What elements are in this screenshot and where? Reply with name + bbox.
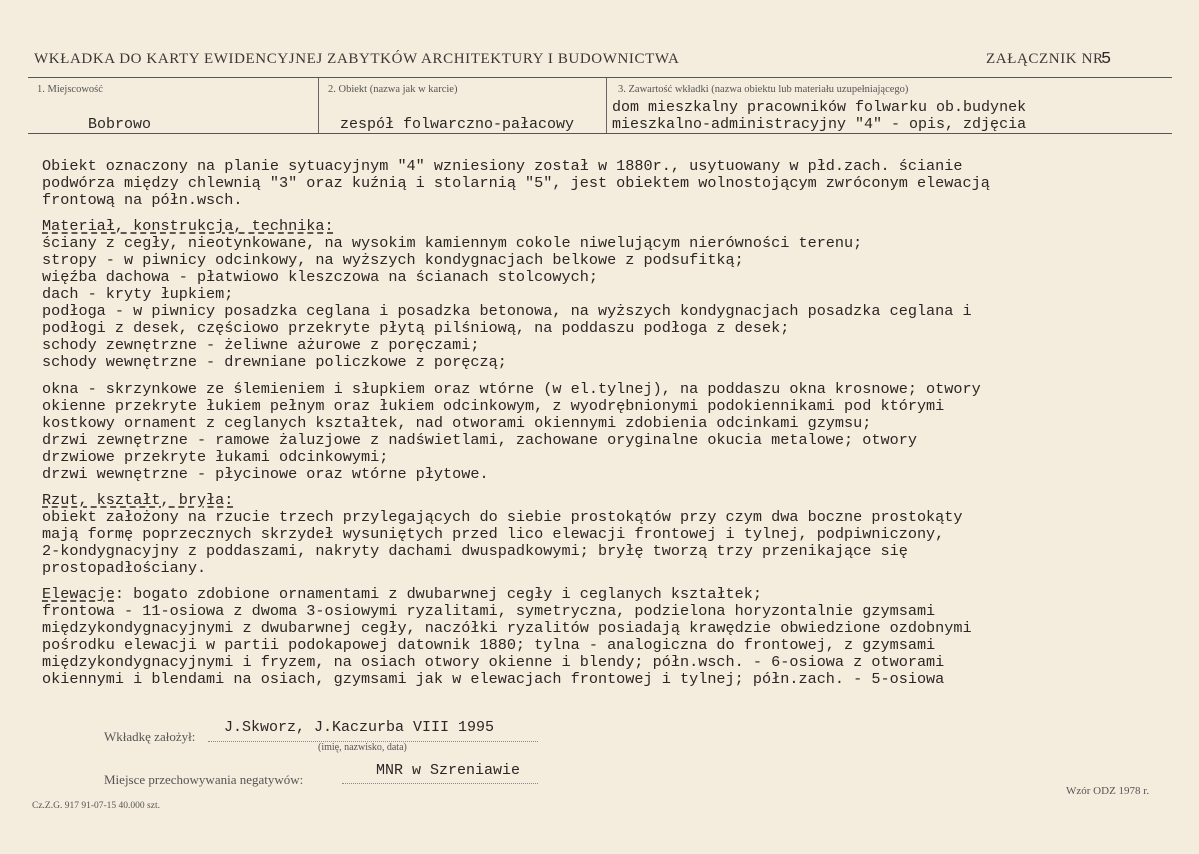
founder-label: Wkładkę założył: [104, 729, 196, 744]
intro-line: frontową na półn.wsch. [42, 191, 243, 209]
openings-line: drzwiowe przekryte łukami odcinkowymi; [42, 448, 389, 466]
material-line: podłogi z desek, częściowo przekryte płytą pilśniową, na poddaszu podłoga z desek; [42, 319, 790, 337]
storage-value: MNR w Szreniawie [376, 762, 521, 779]
intro-line: podwórza między chlewnią "3" oraz kuźnią i stolarnią "5", jest obiektem wolnostojącym zwróconym elewacją [42, 174, 990, 192]
storage-dotline [342, 783, 538, 784]
plan-line: obiekt założony na rzucie trzech przylegających do siebie prostokątów przy czym dwa boczne prostokąty [42, 508, 963, 526]
locality-value: Bobrowo [88, 116, 152, 133]
attachment-number: 5 [1101, 50, 1112, 69]
header-rule-bottom [28, 133, 1172, 134]
openings-line: kostkowy ornament z ceglanych kształtek, nad otworami okiennymi zdobienia odcinkami gzymsu; [42, 414, 872, 432]
elevations-intro: : bogato zdobione ornamentami z dwubarwnej cegły i ceglanych kształtek; [114, 585, 763, 603]
elevations-line: międzykondygnacyjnymi i fryzem, na osiach otwory okienne i blendy; półn.wsch. - 6-osiowa z otworami [42, 653, 945, 671]
divider-2 [606, 78, 607, 133]
plan-line: mają formę poprzecznych skrzydeł wysuniętych przed lico elewacji frontowej i tylnej, podpiwniczony, [42, 525, 945, 543]
print-info: Cz.Z.G. 917 91-07-15 40.000 szt. [32, 801, 160, 811]
founder-value: J.Skworz, J.Kaczurba VIII 1995 [224, 719, 495, 736]
contents-line-2: mieszkalno-administracyjny "4" - opis, zdjęcia [612, 116, 1027, 133]
divider-1 [318, 78, 319, 133]
form-info: Wzór ODZ 1978 r. [1066, 785, 1150, 797]
openings-line: okienne przekryte łukiem pełnym oraz łukiem odcinkowym, z wyodrębnionymi podokiennikami pod którymi [42, 397, 945, 415]
contents-label: 3. Zawartość wkładki (nazwa obiektu lub materiału uzupełniającego) [618, 84, 909, 95]
locality-label: 1. Miejscowość [37, 84, 103, 95]
plan-line: 2-kondygnacyjny z poddaszami, nakryty dachami dwuspadkowymi; bryłę tworzą trzy przenikające się [42, 542, 908, 560]
object-label: 2. Obiekt (nazwa jak w karcie) [328, 84, 458, 95]
material-line: schody wewnętrzne - drewniane policzkowe z poręczą; [42, 353, 507, 371]
openings-line: okna - skrzynkowe ze ślemieniem i słupkiem oraz wtórne (w el.tylnej), na poddaszu okna krosnowe; otwory [42, 380, 981, 398]
material-line: ściany z cegły, nieotynkowane, na wysokim kamiennym cokole niwelującym nierówności terenu; [42, 234, 863, 252]
material-heading: Materiał, konstrukcja, technika: [42, 217, 334, 235]
openings-line: drzwi zewnętrzne - ramowe żaluzjowe z nadświetlami, zachowane oryginalne okucia metalowe; otwory [42, 431, 917, 449]
material-line: schody zewnętrzne - żeliwne ażurowe z poręczami; [42, 336, 480, 354]
form-title: WKŁADKA DO KARTY EWIDENCYJNEJ ZABYTKÓW ARCHITEKTURY I BUDOWNICTWA [34, 51, 680, 67]
elevations-line: międzykondygnacyjnymi z dwubarwnej cegły, naczółki ryzalitów posiadają krawędzie obwiedzione ozdobnymi [42, 619, 972, 637]
founder-hint: (imię, nazwisko, data) [318, 742, 407, 753]
material-line: dach - kryty łupkiem; [42, 285, 234, 303]
elevations-line: frontowa - 11-osiowa z dwoma 3-osiowymi ryzalitami, symetryczna, podzielona horyzontalnie gzymsami [42, 602, 936, 620]
openings-line: drzwi wewnętrzne - płycinowe oraz wtórne płytowe. [42, 465, 489, 483]
plan-line: prostopadłościany. [42, 559, 207, 577]
contents-line-1: dom mieszkalny pracowników folwarku ob.budynek [612, 99, 1027, 116]
intro-line: Obiekt oznaczony na planie sytuacyjnym "4" wzniesiony został w 1880r., usytuowany w płd.zach. ścianie [42, 157, 963, 175]
material-line: podłoga - w piwnicy posadzka ceglana i posadzka betonowa, na wyższych kondygnacjach posadzka ceglana i [42, 302, 972, 320]
material-line: więźba dachowa - płatwiowo kleszczowa na ścianach stolcowych; [42, 268, 598, 286]
elevations-heading: Elewacje [42, 585, 115, 603]
elevations-line: pośrodku elewacji w partii podokapowej datownik 1880; tylna - analogiczna do frontowej, z gzymsami [42, 636, 936, 654]
material-line: stropy - w piwnicy odcinkowy, na wyższych kondygnacjach belkowe z podsufitką; [42, 251, 744, 269]
header-rule-top [28, 77, 1172, 78]
storage-label: Miejsce przechowywania negatywów: [104, 772, 304, 787]
elevations-first-line [42, 585, 762, 603]
attachment-label: ZAŁĄCZNIK NR [986, 51, 1104, 67]
elevations-line: okiennymi i blendami na osiach, gzymsami jak w elewacjach frontowej i tylnej; półn.zach. - 5-osiowa [42, 670, 945, 688]
plan-heading: Rzut, kształt, bryła: [42, 491, 234, 509]
object-value: zespół folwarczno-pałacowy [340, 116, 575, 133]
